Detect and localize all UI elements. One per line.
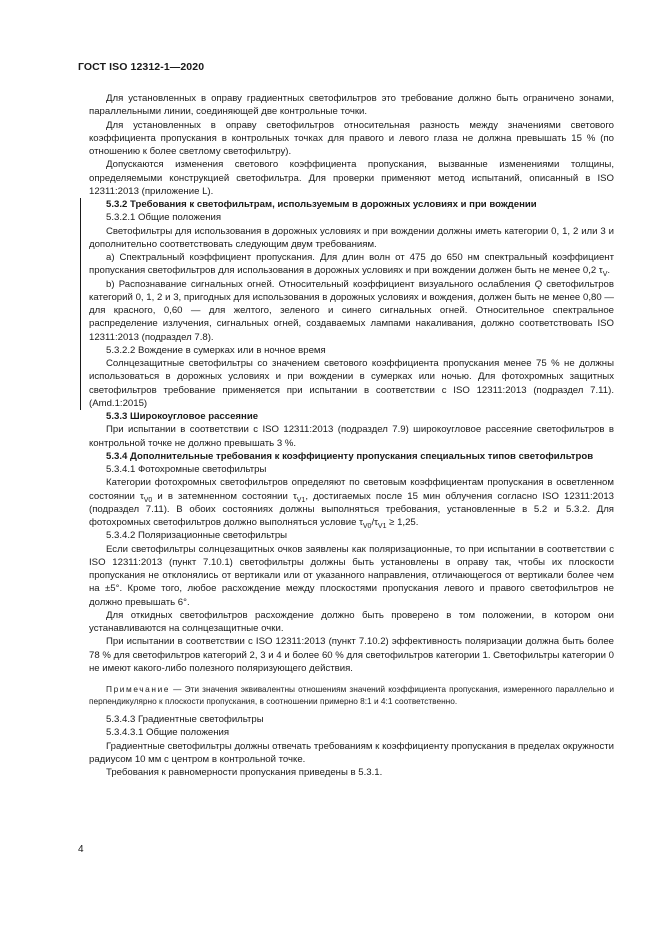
text-run: ≥ 1,25. xyxy=(386,517,419,528)
symbol-q: Q xyxy=(534,278,543,290)
note xyxy=(89,683,614,707)
subsection-heading-5-3-2-1: 5.3.2.1 Общие положения xyxy=(106,212,222,224)
paragraph: Светофильтры для использования в дорожных условиях и при вождении должны иметь категории 0, 1, 2 или 3 и дополнительно соответствовать следующим двум требованиям. xyxy=(89,225,614,250)
paragraph-item-b xyxy=(89,278,614,344)
subscript-v0: V0 xyxy=(362,522,372,530)
section-heading-5-3-3: 5.3.3 Широкоугловое рассеяние xyxy=(106,411,259,422)
subscript-v1: V1 xyxy=(377,522,387,530)
subscript-v1: V1 xyxy=(296,496,306,504)
subsection-heading-5-3-4-1: 5.3.4.1 Фотохромные светофильтры xyxy=(106,464,267,475)
subsection-heading-5-3-4-3: 5.3.4.3 Градиентные светофильтры xyxy=(106,714,264,725)
item-b-start: b) Распознавание сигнальных огней. Относительный коэффициент визуального ослабления xyxy=(106,278,535,290)
text-run: и в затемненном состоянии τ xyxy=(152,490,297,502)
note-label: Примечание xyxy=(106,684,171,694)
item-a-text: a) Спектральный коэффициент пропускания. Для длин волн от 475 до 650 нм спектральный коэффициент пропускания светофильтров для использования в дорожных условиях и при вождении должен быть не менее 0,2 τ xyxy=(89,252,614,277)
paragraph-photochromic xyxy=(89,476,614,529)
paragraph: Если светофильтры солнцезащитных очков заявлены как поляризационные, то при испытании в соответствии с ISO 12311:2013 (пункт 7.10.1) светофильтры должны быть установлены в оправу так, чтобы их плоскости пропускания не отклонялись от вертикали или от указанного направления, отличающегося от вертикали более чем на ±5°. Кроме того, любое расхождение между плоскостями пропускания левого и правого светофильтров не должно превышать 6°. xyxy=(89,543,614,608)
note-text: — Эти значения эквивалентны отношениям значений коэффициента пропускания, измеренного параллельно и перпендикулярно к плоскости пропускания, в соотношении примерно 8:1 и 4:1 соответственно. xyxy=(89,684,614,706)
paragraph: Допускаются изменения светового коэффициента пропускания, вызванные изменениями толщины, определяемыми конструкцией светофильтра. Для проверки применяют метод испытаний, описанный в ISO 12311:2013 (приложение L). xyxy=(89,159,614,197)
paragraph: Для установленных в оправу светофильтров относительная разность между значениями светового коэффициента пропускания в контрольных точках для правого и левого глаза не должна превышать 15 % (по отношению к более светлому светофильтру). xyxy=(89,119,614,157)
paragraph: Солнцезащитные светофильтры со значением светового коэффициента пропускания менее 75 % не должны использоваться в дорожных условиях и при вождении в сумерках или ночью. Для фотохромных защитных светофильтров требование применяется при испытании в соответствии с ISO 12311:2013 (подраздел 7.11). (Amd.1:2015) xyxy=(89,358,614,409)
paragraph-item-a xyxy=(89,251,614,278)
subscript-v0: V0 xyxy=(143,496,153,504)
paragraph: Для установленных в оправу градиентных светофильтров это требование должно быть ограничено зонами, параллельными линии, соединяющей две контрольные точки. xyxy=(89,93,614,118)
paragraph: Требования к равномерности пропускания приведены в 5.3.1. xyxy=(106,767,383,778)
paragraph: При испытании в соответствии с ISO 12311:2013 (подраздел 7.9) широкоугловое рассеяние светофильтров в контрольной точке не должно превышать 3 %. xyxy=(89,424,614,449)
amended-section-5-3-2 xyxy=(80,198,614,410)
page-body xyxy=(89,92,614,779)
item-a-end: . xyxy=(607,265,611,277)
subsection-heading-5-3-2-2: 5.3.2.2 Вождение в сумерках или в ночное время xyxy=(106,344,326,356)
paragraph: При испытании в соответствии с ISO 12311:2013 (пункт 7.10.2) эффективность поляризации должна быть более 78 % для светофильтров категорий 2, 3 и 4 и более 60 % для светофильтров категории 1. Светофильтры категории 0 не имеют какого-либо полезного поляризующего действия. xyxy=(89,636,614,674)
item-b-rest: светофильтров категорий 0, 1, 2 и 3, пригодных для использования в дорожных условиях и вождения, должен быть не менее 0,80 — для красного, 0,60 — для желтого, зеленого и синего сигнальных огней. Относительное спектральное распределение излучения, сигнальных огней, создаваемых лампами накаливания, должно соответствовать ISO 12311:2013 (подраздел 7.8). xyxy=(89,278,614,343)
subscript-v: V xyxy=(602,271,608,279)
paragraph: Для откидных светофильтров расхождение должно быть проверено в том положении, в котором они устанавливаются на солнцезащитные очки. xyxy=(89,609,614,634)
text-run: , достигаемых после 15 мин облучения согласно ISO 12311:2013 (подраздел 7.11). В обоих состояниях должны выполняться требования, установленные в 5.2 и 5.3.2. Для фотохромных светофильтров должно выполняться условие τ xyxy=(89,490,614,528)
section-heading-5-3-2: 5.3.2 Требования к светофильтрам, используемым в дорожных условиях и при вождении xyxy=(106,199,537,210)
text-run: /τ xyxy=(371,517,378,528)
subsection-heading-5-3-4-2: 5.3.4.2 Поляризационные светофильтры xyxy=(106,530,288,542)
page-number: 4 xyxy=(78,844,84,855)
subsection-heading-5-3-4-3-1: 5.3.4.3.1 Общие положения xyxy=(106,727,230,739)
page-header-title: ГОСТ ISO 12312-1—2020 xyxy=(78,61,205,73)
paragraph: Градиентные светофильтры должны отвечать требованиям к коэффициенту пропускания в пределах окружности радиусом 10 мм с центром в контрольной точке. xyxy=(89,740,614,765)
section-heading-5-3-4: 5.3.4 Дополнительные требования к коэффициенту пропускания специальных типов светофильтров xyxy=(106,450,594,462)
spacer xyxy=(89,675,614,681)
text-run: Категории фотохромных светофильтров определяют по световым коэффициентам пропускания в осветленном состоянии τ xyxy=(89,477,614,502)
